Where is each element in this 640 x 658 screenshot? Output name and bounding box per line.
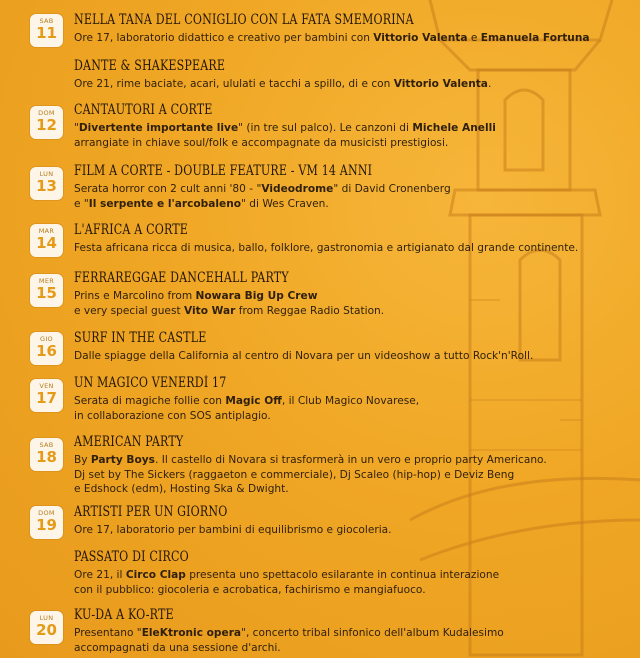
date-weekday: LUN [39,170,54,178]
event-description-line [74,642,281,654]
highlighted-name: Circo Clap [125,569,186,581]
highlighted-name: Emanuela Fortuna [480,32,590,44]
description-text: Prins e Marcolino from [74,290,196,302]
event-description-line [74,242,578,254]
date-day: 12 [36,116,57,134]
description-text: Serata horror con 2 cult anni '80 - " [74,183,262,195]
event-description-line [74,569,499,581]
event-title: ARTISTI PER UN GIORNO [74,504,228,520]
highlighted-name: EleKtronic opera [141,627,242,639]
highlighted-name: Vittorio Valenta [393,78,488,90]
date-weekday: DOM [38,109,55,117]
description-text: ", concerto tribal sinfonico dell'album Kudalesimo [241,627,504,639]
event-title: NELLA TANA DEL CONIGLIO CON LA FATA SMEMORINA [74,12,414,28]
date-badge [30,274,63,307]
description-text: con il pubblico: giocoleria e acrobatica, fachirismo e mangiafuoco. [74,583,426,596]
date-badge [30,506,63,539]
description-text: e very special guest [74,304,184,317]
date-day: 11 [36,24,57,42]
event-description-line [74,469,514,481]
event-description-line [74,410,271,422]
date-weekday: MER [38,277,55,285]
event-description-line [74,32,590,44]
description-text: . [487,78,492,90]
description-text: , il Club Magico Novarese, [281,395,420,407]
highlighted-name: Divertente importante live [78,122,239,134]
date-day: 17 [36,389,57,407]
event-description-line [74,183,451,195]
date-day: 16 [36,342,57,360]
description-text: Ore 21, rime baciate, acari, ululati e tacchi a spillo, di e con [74,78,394,90]
date-badge [30,438,63,471]
event-title: FILM A CORTE - DOUBLE FEATURE - VM 14 ANNI [74,163,373,179]
date-day: 19 [36,516,57,534]
event-description-line [74,122,496,134]
description-text: Ore 21, il [74,569,126,581]
date-badge [30,379,63,412]
highlighted-name: Nowara Big Up Crew [195,290,318,302]
date-weekday: VEN [39,382,54,390]
event-title: KU-DA A KO-RTE [74,607,174,623]
description-text: . Il castello di Novara si trasformerà in un vero e proprio party Americano. [154,454,547,466]
description-text: Ore 17, laboratorio didattico e creativo per bambini con [74,32,374,44]
description-text: " [74,122,79,134]
event-title: AMERICAN PARTY [74,434,184,450]
event-title: CANTAUTORI A CORTE [74,102,213,118]
event-title: UN MAGICO VENERDÌ 17 [74,375,227,391]
description-text: presenta uno spettacolo esilarante in continua interazione [185,569,500,581]
date-day: 18 [36,448,57,466]
description-text: e [467,32,481,44]
description-text: Dalle spiagge della California al centro di Novara per un videoshow a tutto Rock'n'Roll. [74,350,534,362]
highlighted-name: Party Boys [90,454,155,466]
description-text: from Reggae Radio Station. [235,304,385,317]
date-badge [30,14,63,47]
description-text: Serata di magiche follie con [74,395,226,407]
highlighted-name: Magic Off [225,395,282,407]
description-text: By [74,454,91,466]
date-day: 20 [36,621,57,639]
event-title: FERRAREGGAE DANCEHALL PARTY [74,270,289,286]
date-weekday: GIO [40,335,53,343]
highlighted-name: Il serpente e l'arcobaleno [88,197,242,210]
date-weekday: LUN [39,614,54,622]
event-title: SURF IN THE CASTLE [74,330,207,346]
event-title: L'AFRICA A CORTE [74,222,189,238]
description-text: arrangiate in chiave soul/folk e accompagnate da musicisti prestigiosi. [74,136,449,149]
event-description-line [74,350,533,362]
date-day: 14 [36,234,57,252]
description-text: Dj set by The Sickers (raggaeton e commerciale), Dj Scaleo (hip-hop) e Deviz Beng [74,468,515,481]
date-badge [30,106,63,139]
date-weekday: DOM [38,509,55,517]
event-description-line [74,584,426,596]
highlighted-name: Vito War [184,304,236,317]
event-description-line [74,483,289,495]
event-description-line [74,137,448,149]
highlighted-name: Vittorio Valenta [373,32,468,44]
description-text: e Edshock (edm), Hosting Ska & Dwight. [74,483,289,495]
event-description-line [74,454,547,466]
event-title: PASSATO DI CIRCO [74,549,189,565]
date-weekday: SAB [39,17,54,25]
event-description-line [74,78,491,90]
description-text: e " [74,197,89,210]
date-badge [30,611,63,644]
description-text: Festa africana ricca di musica, ballo, folklore, gastronomia e artigianato dal grande continente. [74,242,579,254]
date-day: 15 [36,284,57,302]
event-description-line [74,524,392,536]
event-description-line [74,305,384,317]
date-badge [30,167,63,200]
description-text: " di Wes Craven. [241,197,329,210]
event-description-line [74,290,318,302]
highlighted-name: Michele Anelli [412,122,496,134]
description-text: accompagnati da una sessione d'archi. [74,641,281,654]
description-text: " (in tre sul palco). Le canzoni di [238,122,413,134]
event-description-line [74,198,329,210]
date-day: 13 [36,177,57,195]
date-badge [30,224,63,257]
description-text: " di David Cronenberg [333,183,451,195]
event-title: DANTE & SHAKESPEARE [74,58,226,74]
date-badge [30,332,63,365]
description-text: Presentano " [74,627,142,639]
event-description-line [74,395,419,407]
date-weekday: SAB [39,441,54,449]
date-weekday: MAR [38,227,55,235]
description-text: Ore 17, laboratorio per bambini di equilibrismo e giocoleria. [74,524,392,536]
description-text: in collaborazione con SOS antiplagio. [74,409,271,422]
highlighted-name: Videodrome [261,183,334,195]
event-description-line [74,627,504,639]
